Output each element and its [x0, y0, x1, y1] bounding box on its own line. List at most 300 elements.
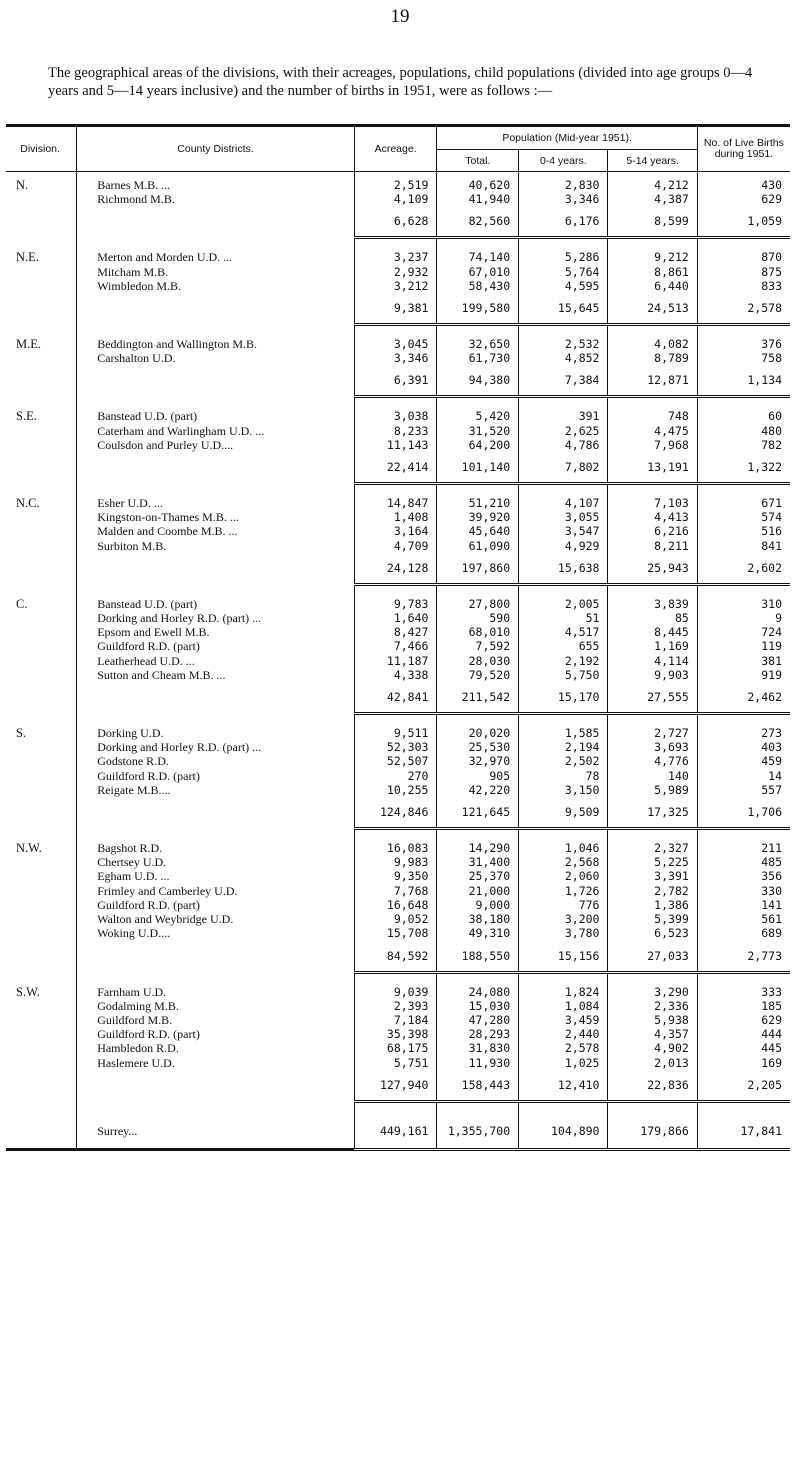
table-row — [6, 668, 790, 682]
data-cell: 5,225 — [608, 855, 697, 869]
spacer-cell — [519, 714, 608, 727]
spacer-cell — [608, 397, 697, 410]
table-row — [6, 265, 790, 279]
division-label — [6, 754, 77, 768]
division-total-row — [6, 206, 790, 238]
table-body — [6, 172, 790, 1150]
total-cell: 12,871 — [608, 365, 697, 397]
data-cell: 3,212 — [354, 279, 437, 293]
data-cell: 4,852 — [519, 351, 608, 365]
division-label: M.E. — [16, 337, 41, 352]
total-cell: 9,509 — [519, 797, 608, 829]
division-label — [6, 625, 77, 639]
data-cell: 11,143 — [354, 438, 437, 452]
division-label: N.W. — [16, 841, 42, 856]
district-name: Carshalton U.D. — [77, 351, 355, 365]
data-cell: 3,346 — [519, 192, 608, 206]
total-cell: 188,550 — [437, 941, 519, 973]
data-cell: 61,730 — [437, 351, 519, 365]
data-cell: 273 — [697, 726, 790, 740]
total-cell: 7,802 — [519, 452, 608, 484]
data-cell: 14,290 — [437, 841, 519, 855]
divisions-table — [6, 124, 790, 1151]
data-cell: 8,789 — [608, 351, 697, 365]
data-cell: 47,280 — [437, 1013, 519, 1027]
division-label — [6, 654, 77, 668]
data-cell: 7,466 — [354, 639, 437, 653]
total-cell: 121,645 — [437, 797, 519, 829]
table-row — [6, 351, 790, 365]
data-cell: 14 — [697, 769, 790, 783]
table-row — [6, 639, 790, 653]
district-name: Guildford R.D. (part) — [77, 639, 355, 653]
data-cell: 724 — [697, 625, 790, 639]
header-population: Population (Mid-year 1951). — [437, 126, 697, 150]
data-cell: 561 — [697, 912, 790, 926]
spacer-cell — [354, 1101, 437, 1114]
spacer-cell — [77, 484, 355, 497]
total-cell: 82,560 — [437, 206, 519, 238]
data-cell: 5,751 — [354, 1056, 437, 1070]
spacer-cell — [6, 714, 77, 727]
data-cell: 356 — [697, 869, 790, 883]
blank-cell — [77, 682, 355, 714]
data-cell: 1,169 — [608, 639, 697, 653]
header-age-0-4: 0-4 years. — [519, 150, 608, 172]
data-cell: 4,776 — [608, 754, 697, 768]
division-label — [6, 510, 77, 524]
spacer-cell — [608, 829, 697, 842]
data-cell: 1,025 — [519, 1056, 608, 1070]
blank-cell — [77, 797, 355, 829]
data-cell: 61,090 — [437, 539, 519, 553]
data-cell: 211 — [697, 841, 790, 855]
district-name: Sutton and Cheam M.B. ... — [77, 668, 355, 682]
total-cell: 1,706 — [697, 797, 790, 829]
district-name: Guildford R.D. (part) — [77, 769, 355, 783]
data-cell: 119 — [697, 639, 790, 653]
district-name: Coulsdon and Purley U.D.... — [77, 438, 355, 452]
division-label: N. — [16, 178, 29, 192]
data-cell: 20,020 — [437, 726, 519, 740]
data-cell: 4,082 — [608, 337, 697, 351]
blank-cell — [6, 1114, 77, 1150]
total-cell: 8,599 — [608, 206, 697, 238]
data-cell: 41,940 — [437, 192, 519, 206]
data-cell: 31,400 — [437, 855, 519, 869]
data-cell: 8,427 — [354, 625, 437, 639]
total-cell: 2,578 — [697, 293, 790, 325]
table-row — [6, 898, 790, 912]
data-cell: 2,830 — [519, 178, 608, 192]
data-cell: 1,386 — [608, 898, 697, 912]
total-cell: 94,380 — [437, 365, 519, 397]
total-cell: 199,580 — [437, 293, 519, 325]
header-total: Total. — [437, 150, 519, 172]
district-name: Merton and Morden U.D. ... — [77, 250, 355, 264]
table-row — [6, 611, 790, 625]
data-cell: 8,211 — [608, 539, 697, 553]
data-cell: 2,502 — [519, 754, 608, 768]
data-cell: 4,357 — [608, 1027, 697, 1041]
data-cell: 6,440 — [608, 279, 697, 293]
total-cell: 2,602 — [697, 553, 790, 585]
data-cell: 52,507 — [354, 754, 437, 768]
data-cell: 32,650 — [437, 337, 519, 351]
data-cell: 4,107 — [519, 496, 608, 510]
blank-cell — [6, 553, 77, 585]
table-row — [6, 424, 790, 438]
total-cell: 42,841 — [354, 682, 437, 714]
data-cell: 5,420 — [437, 409, 519, 423]
spacer-cell — [77, 325, 355, 338]
total-cell: 22,414 — [354, 452, 437, 484]
total-cell: 101,140 — [437, 452, 519, 484]
spacer-cell — [697, 1101, 790, 1114]
table-row — [6, 192, 790, 206]
data-cell: 2,013 — [608, 1056, 697, 1070]
data-cell: 7,768 — [354, 884, 437, 898]
total-cell: 15,645 — [519, 293, 608, 325]
blank-cell — [6, 797, 77, 829]
data-cell: 2,932 — [354, 265, 437, 279]
spacer-cell — [697, 584, 790, 597]
spacer-cell — [6, 238, 77, 251]
division-label: S.E. — [16, 409, 37, 424]
data-cell: 32,970 — [437, 754, 519, 768]
spacer-row — [6, 238, 790, 251]
spacer-cell — [608, 584, 697, 597]
spacer-cell — [6, 584, 77, 597]
grand-total-label: Surrey... — [77, 1114, 355, 1150]
spacer-cell — [697, 325, 790, 338]
data-cell: 9,000 — [437, 898, 519, 912]
division-label — [6, 898, 77, 912]
spacer-cell — [77, 584, 355, 597]
data-cell: 5,750 — [519, 668, 608, 682]
table-row — [6, 1056, 790, 1070]
division-total-row — [6, 452, 790, 484]
spacer-cell — [6, 829, 77, 842]
data-cell: 870 — [697, 250, 790, 264]
division-label: S. — [16, 726, 27, 741]
table-row — [6, 926, 790, 940]
district-name: Frimley and Camberley U.D. — [77, 884, 355, 898]
header-division: Division. — [6, 126, 77, 172]
district-name: Esher U.D. ... — [77, 496, 355, 510]
total-cell: 25,943 — [608, 553, 697, 585]
blank-cell — [77, 365, 355, 397]
total-cell: 6,628 — [354, 206, 437, 238]
division-label — [6, 351, 77, 365]
data-cell: 5,286 — [519, 250, 608, 264]
division-label — [6, 769, 77, 783]
data-cell: 25,370 — [437, 869, 519, 883]
table-row — [6, 1013, 790, 1027]
data-cell: 557 — [697, 783, 790, 797]
data-cell: 629 — [697, 192, 790, 206]
data-cell: 3,150 — [519, 783, 608, 797]
data-cell: 5,989 — [608, 783, 697, 797]
data-cell: 2,532 — [519, 337, 608, 351]
division-label — [6, 539, 77, 553]
total-cell: 27,555 — [608, 682, 697, 714]
spacer-cell — [6, 484, 77, 497]
data-cell: 14,847 — [354, 496, 437, 510]
data-cell: 25,530 — [437, 740, 519, 754]
data-cell: 3,038 — [354, 409, 437, 423]
district-name: Hambledon R.D. — [77, 1041, 355, 1055]
data-cell: 689 — [697, 926, 790, 940]
division-label — [6, 438, 77, 452]
data-cell: 1,640 — [354, 611, 437, 625]
data-cell: 42,220 — [437, 783, 519, 797]
division-label — [6, 639, 77, 653]
data-cell: 6,216 — [608, 524, 697, 538]
table-row — [6, 625, 790, 639]
total-cell: 197,860 — [437, 553, 519, 585]
page-number: 19 — [390, 6, 410, 27]
data-cell: 655 — [519, 639, 608, 653]
spacer-cell — [437, 325, 519, 338]
table-row — [6, 1041, 790, 1055]
district-name: Epsom and Ewell M.B. — [77, 625, 355, 639]
data-cell: 4,109 — [354, 192, 437, 206]
header-births: No. of Live Births during 1951. — [697, 126, 790, 172]
total-cell: 2,462 — [697, 682, 790, 714]
data-cell: 445 — [697, 1041, 790, 1055]
data-cell: 4,517 — [519, 625, 608, 639]
table-row — [6, 999, 790, 1013]
data-cell: 1,408 — [354, 510, 437, 524]
total-cell: 2,773 — [697, 941, 790, 973]
intro-paragraph: The geographical areas of the divisions, with their acreages, populations, child populations (divided into age groups 0—4 years and 5—14 years inclusive) and the number of births in 1951, were as follows :— — [48, 65, 753, 99]
spacer-cell — [77, 1101, 355, 1114]
table-row — [6, 1027, 790, 1041]
data-cell: 51,210 — [437, 496, 519, 510]
total-cell: 127,940 — [354, 1070, 437, 1102]
grand-total-cell: 104,890 — [519, 1114, 608, 1150]
data-cell: 485 — [697, 855, 790, 869]
data-cell: 7,968 — [608, 438, 697, 452]
header-acreage: Acreage. — [354, 126, 437, 172]
data-cell: 185 — [697, 999, 790, 1013]
division-label — [6, 855, 77, 869]
total-cell: 1,059 — [697, 206, 790, 238]
data-cell: 4,413 — [608, 510, 697, 524]
data-cell: 58,430 — [437, 279, 519, 293]
table-row — [6, 769, 790, 783]
spacer-cell — [354, 397, 437, 410]
division-label — [6, 912, 77, 926]
total-cell: 1,322 — [697, 452, 790, 484]
division-total-row — [6, 1070, 790, 1102]
district-name: Banstead U.D. (part) — [77, 597, 355, 611]
spacer-cell — [437, 714, 519, 727]
data-cell: 4,902 — [608, 1041, 697, 1055]
spacer-cell — [437, 972, 519, 985]
data-cell: 10,255 — [354, 783, 437, 797]
data-cell: 9,039 — [354, 985, 437, 999]
data-cell: 9,983 — [354, 855, 437, 869]
table-row — [6, 912, 790, 926]
division-label — [6, 999, 77, 1013]
data-cell: 2,440 — [519, 1027, 608, 1041]
blank-cell — [6, 293, 77, 325]
data-cell: 3,780 — [519, 926, 608, 940]
grand-total-cell: 1,355,700 — [437, 1114, 519, 1150]
blank-cell — [77, 1070, 355, 1102]
data-cell: 4,212 — [608, 178, 697, 192]
blank-cell — [77, 293, 355, 325]
data-cell: 3,547 — [519, 524, 608, 538]
data-cell: 21,000 — [437, 884, 519, 898]
data-cell: 9,212 — [608, 250, 697, 264]
total-cell: 15,156 — [519, 941, 608, 973]
data-cell: 3,164 — [354, 524, 437, 538]
spacer-cell — [519, 325, 608, 338]
data-cell: 4,929 — [519, 539, 608, 553]
data-cell: 7,184 — [354, 1013, 437, 1027]
data-cell: 78 — [519, 769, 608, 783]
district-name: Dorking and Horley R.D. (part) ... — [77, 740, 355, 754]
data-cell: 52,303 — [354, 740, 437, 754]
data-cell: 3,045 — [354, 337, 437, 351]
spacer-cell — [697, 238, 790, 251]
data-cell: 39,920 — [437, 510, 519, 524]
blank-cell — [6, 941, 77, 973]
division-total-row — [6, 293, 790, 325]
spacer-cell — [354, 484, 437, 497]
data-cell: 748 — [608, 409, 697, 423]
district-name: Godalming M.B. — [77, 999, 355, 1013]
data-cell: 11,187 — [354, 654, 437, 668]
district-name: Reigate M.B.... — [77, 783, 355, 797]
data-cell: 2,782 — [608, 884, 697, 898]
data-cell: 141 — [697, 898, 790, 912]
data-cell: 4,387 — [608, 192, 697, 206]
division-label — [6, 1027, 77, 1041]
spacer-row — [6, 829, 790, 842]
total-cell: 7,384 — [519, 365, 608, 397]
table-row — [6, 337, 790, 351]
data-cell: 4,595 — [519, 279, 608, 293]
division-label: N.E. — [16, 250, 39, 265]
spacer-cell — [608, 714, 697, 727]
total-cell: 15,170 — [519, 682, 608, 714]
spacer-cell — [354, 584, 437, 597]
data-cell: 8,861 — [608, 265, 697, 279]
data-cell: 79,520 — [437, 668, 519, 682]
data-cell: 9 — [697, 611, 790, 625]
division-total-row — [6, 553, 790, 585]
spacer-cell — [77, 714, 355, 727]
data-cell: 9,783 — [354, 597, 437, 611]
spacer-cell — [354, 238, 437, 251]
district-name: Richmond M.B. — [77, 192, 355, 206]
data-cell: 2,393 — [354, 999, 437, 1013]
data-cell: 905 — [437, 769, 519, 783]
data-cell: 4,709 — [354, 539, 437, 553]
data-cell: 85 — [608, 611, 697, 625]
table-row — [6, 783, 790, 797]
spacer-cell — [354, 714, 437, 727]
district-name: Egham U.D. ... — [77, 869, 355, 883]
blank-cell — [6, 206, 77, 238]
data-cell: 629 — [697, 1013, 790, 1027]
data-cell: 5,764 — [519, 265, 608, 279]
data-cell: 2,578 — [519, 1041, 608, 1055]
data-cell: 28,030 — [437, 654, 519, 668]
spacer-cell — [519, 972, 608, 985]
total-cell: 24,513 — [608, 293, 697, 325]
spacer-cell — [697, 829, 790, 842]
spacer-row — [6, 397, 790, 410]
spacer-cell — [608, 972, 697, 985]
data-cell: 35,398 — [354, 1027, 437, 1041]
data-cell: 64,200 — [437, 438, 519, 452]
data-cell: 8,445 — [608, 625, 697, 639]
district-name: Kingston-on-Thames M.B. ... — [77, 510, 355, 524]
grand-total-row — [6, 1114, 790, 1150]
spacer-cell — [354, 325, 437, 338]
data-cell: 11,930 — [437, 1056, 519, 1070]
division-label: N.C. — [16, 496, 40, 511]
table-row — [6, 869, 790, 883]
district-name: Dorking U.D. — [77, 726, 355, 740]
data-cell: 381 — [697, 654, 790, 668]
data-cell: 574 — [697, 510, 790, 524]
data-cell: 28,293 — [437, 1027, 519, 1041]
data-cell: 51 — [519, 611, 608, 625]
data-cell: 391 — [519, 409, 608, 423]
data-cell: 2,727 — [608, 726, 697, 740]
spacer-cell — [437, 1101, 519, 1114]
data-cell: 67,010 — [437, 265, 519, 279]
spacer-cell — [6, 972, 77, 985]
division-label: S.W. — [16, 984, 40, 999]
data-cell: 2,568 — [519, 855, 608, 869]
spacer-cell — [77, 397, 355, 410]
total-cell: 9,381 — [354, 293, 437, 325]
division-label — [6, 783, 77, 797]
data-cell: 758 — [697, 351, 790, 365]
division-label — [6, 869, 77, 883]
data-cell: 310 — [697, 597, 790, 611]
total-cell: 22,836 — [608, 1070, 697, 1102]
spacer-cell — [519, 584, 608, 597]
data-cell: 6,523 — [608, 926, 697, 940]
table-row — [6, 740, 790, 754]
data-cell: 68,175 — [354, 1041, 437, 1055]
spacer-cell — [437, 829, 519, 842]
data-cell: 2,327 — [608, 841, 697, 855]
division-label — [6, 524, 77, 538]
spacer-cell — [697, 484, 790, 497]
spacer-cell — [437, 584, 519, 597]
spacer-cell — [6, 397, 77, 410]
blank-cell — [77, 206, 355, 238]
table-row — [6, 524, 790, 538]
data-cell: 16,083 — [354, 841, 437, 855]
spacer-cell — [519, 1101, 608, 1114]
division-label — [6, 1041, 77, 1055]
data-cell: 4,475 — [608, 424, 697, 438]
data-cell: 1,084 — [519, 999, 608, 1013]
table-row — [6, 726, 790, 740]
spacer-cell — [6, 1101, 77, 1114]
data-cell: 3,391 — [608, 869, 697, 883]
